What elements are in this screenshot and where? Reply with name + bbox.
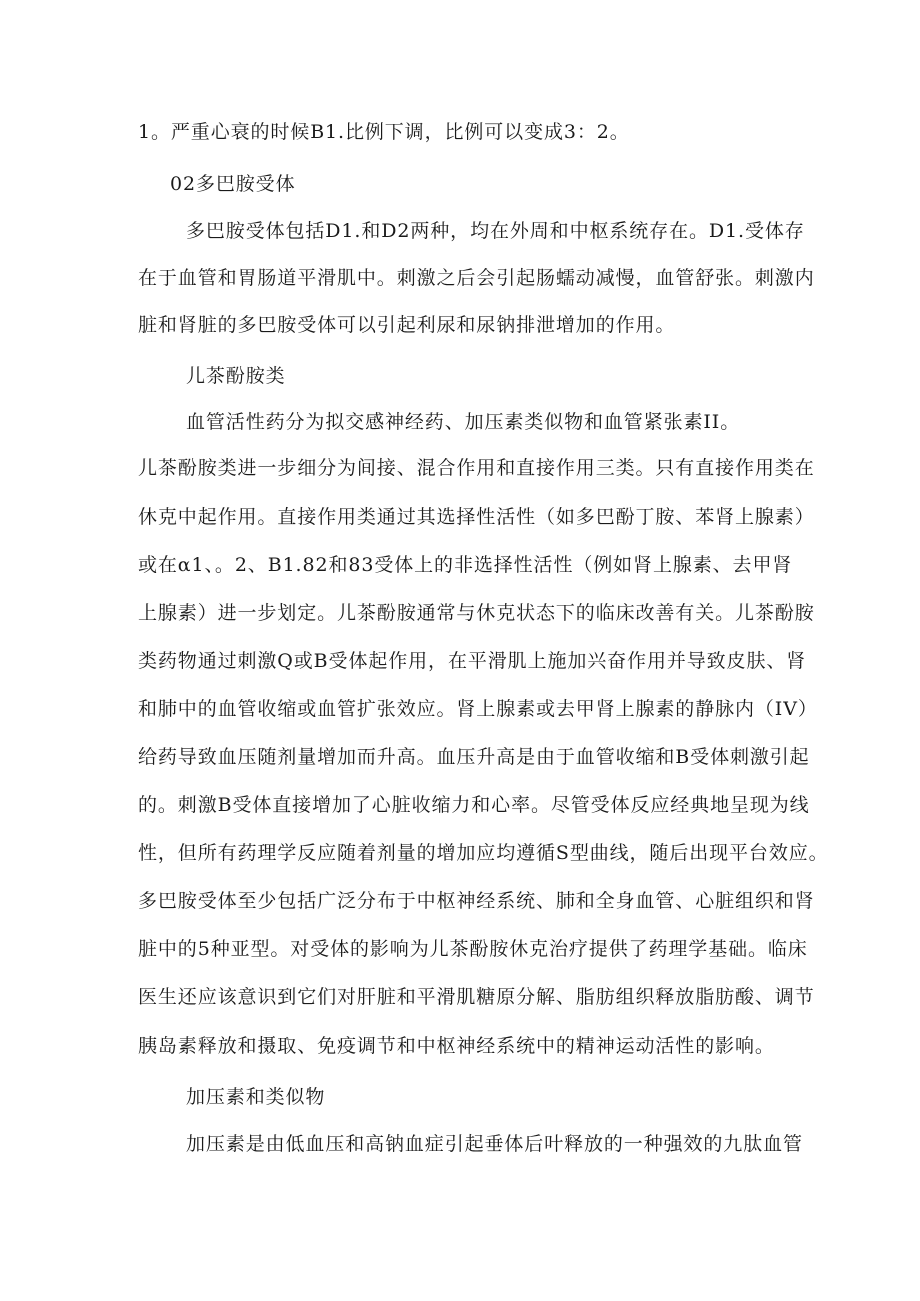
text-line: 和肺中的血管收缩或血管扩张效应。肾上腺素或去甲肾上腺素的静脉内（IV） (138, 698, 818, 720)
text-line: 的。刺激B受体直接增加了心脏收缩力和心率。尽管受体反应经典地呈现为线 (138, 794, 810, 816)
text-line: 脏和肾脏的多巴胺受体可以引起利尿和尿钠排泄增加的作用。 (138, 314, 676, 336)
text-line: 上腺素）进一步划定。儿茶酚胺通常与休克状态下的临床改善有关。儿茶酚胺 (138, 602, 815, 624)
text-line: 或在α1、。2、B1.82和83受体上的非选择性活性（例如肾上腺素、去甲肾 (138, 554, 793, 576)
text-line: 胰岛素释放和摄取、免疫调节和中枢神经系统中的精神运动活性的影响。 (138, 1035, 775, 1057)
section-heading: 加压素和类似物 (186, 1086, 326, 1108)
text-line: 给药导致血压随剂量增加而升高。血压升高是由于血管收缩和B受体刺激引起 (138, 746, 810, 768)
text-line: 医生还应该意识到它们对肝脏和平滑肌糖原分解、脂肪组织释放脂肪酸、调节 (138, 986, 815, 1008)
section-heading: 儿茶酚胺类 (186, 365, 286, 387)
text-line: 血管活性药分为拟交感神经药、加压素类似物和血管紧张素II。 (186, 411, 741, 433)
text-line: 性，但所有药理学反应随着剂量的增加应均遵循S型曲线，随后出现平台效应。 (138, 842, 829, 864)
text-line: 类药物通过刺激Q或B受体起作用，在平滑肌上施加兴奋作用并导致皮肤、肾 (138, 650, 807, 672)
text-line: 多巴胺受体包括D1.和D2两种，均在外周和中枢系统存在。D1.受体存 (186, 220, 805, 242)
text-line: 休克中起作用。直接作用类通过其选择性活性（如多巴酚丁胺、苯肾上腺素） (138, 506, 815, 528)
text-line: 儿茶酚胺类进一步细分为间接、混合作用和直接作用三类。只有直接作用类在 (138, 457, 815, 479)
text-line: 脏中的5种亚型。对受体的影响为儿茶酚胺休克治疗提供了药理学基础。临床 (138, 938, 808, 960)
section-heading: 02多巴胺受体 (170, 173, 296, 195)
text-line: 1。严重心衰的时候B1.比例下调，比例可以变成3：2。 (138, 121, 630, 143)
text-line: 多巴胺受体至少包括广泛分布于中枢神经系统、肺和全身血管、心脏组织和肾 (138, 890, 815, 912)
text-line: 加压素是由低血压和高钠血症引起垂体后叶释放的一种强效的九肽血管 (186, 1133, 803, 1155)
text-line: 在于血管和胃肠道平滑肌中。刺激之后会引起肠蠕动减慢，血管舒张。刺激内 (138, 267, 815, 289)
